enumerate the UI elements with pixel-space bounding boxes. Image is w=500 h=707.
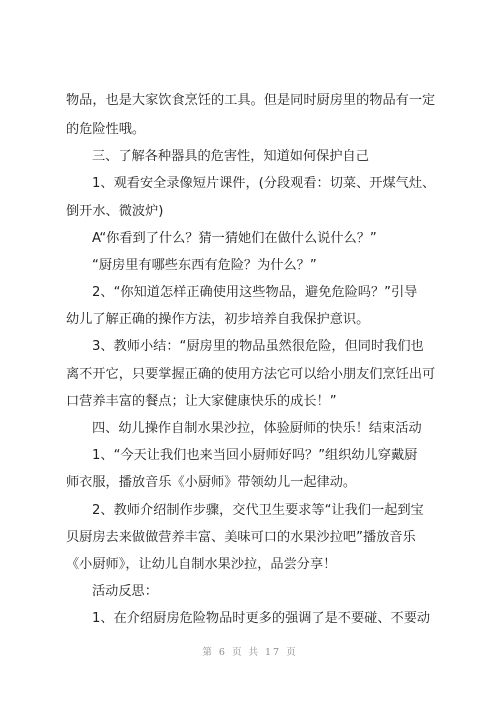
text-line: 《小厨师》，让幼儿自制水果沙拉，品尝分享！ [66, 557, 337, 572]
section-heading: 四、幼儿操作自制水果沙拉，体验厨师的快乐！结束活动 [92, 421, 422, 436]
text-line: 幼儿了解正确的操作方法，初步培养自我保护意识。 [66, 312, 370, 327]
page-number-footer: 第 6 页 共 17 页 [202, 647, 298, 658]
text-line: 倒开水、微波炉) [66, 204, 164, 219]
text-line: 1、在介绍厨房危险物品时更多的强调了是不要碰、不要动 [92, 611, 431, 626]
text-line: 1、观看安全录像短片课件，(分段观看：切菜、开煤气灶、 [92, 176, 436, 191]
text-line: 1、“今天让我们也来当回小厨师好吗？”组织幼儿穿戴厨 [92, 448, 418, 463]
section-heading: 活动反思： [92, 584, 158, 599]
text-line: 口营养丰富的餐点；让大家健康快乐的成长！” [66, 394, 337, 409]
text-line: 的危险性哦。 [66, 122, 146, 137]
text-line: A“你看到了什么？猜一猜她们在做什么说什么？” [92, 231, 377, 246]
section-heading: 三、了解各种器具的危害性，知道如何保护自己 [92, 149, 369, 164]
text-line: 3、教师小结：“厨房里的物品虽然很危险，但同时我们也 [92, 339, 424, 354]
text-line: 2、“你知道怎样正确使用这些物品，避免危险吗？”引导 [92, 285, 418, 300]
text-line: 物品，也是大家饮食烹饪的工具。但是同时厨房里的物品有一定 [66, 93, 436, 108]
text-line: “厨房里有哪些东西有危险？为什么？” [92, 258, 317, 273]
text-line: 师衣服，播放音乐《小厨师》带领幼儿一起律动。 [66, 475, 357, 490]
text-line: 离不开它，只要掌握正确的使用方法它可以给小朋友们烹饪出可 [66, 367, 436, 382]
text-line: 2、教师介绍制作步骤，交代卫生要求等“让我们一起到宝 [92, 503, 424, 518]
text-line: 贝厨房去来做做营养丰富、美味可口的水果沙拉吧”播放音乐 [66, 530, 416, 545]
